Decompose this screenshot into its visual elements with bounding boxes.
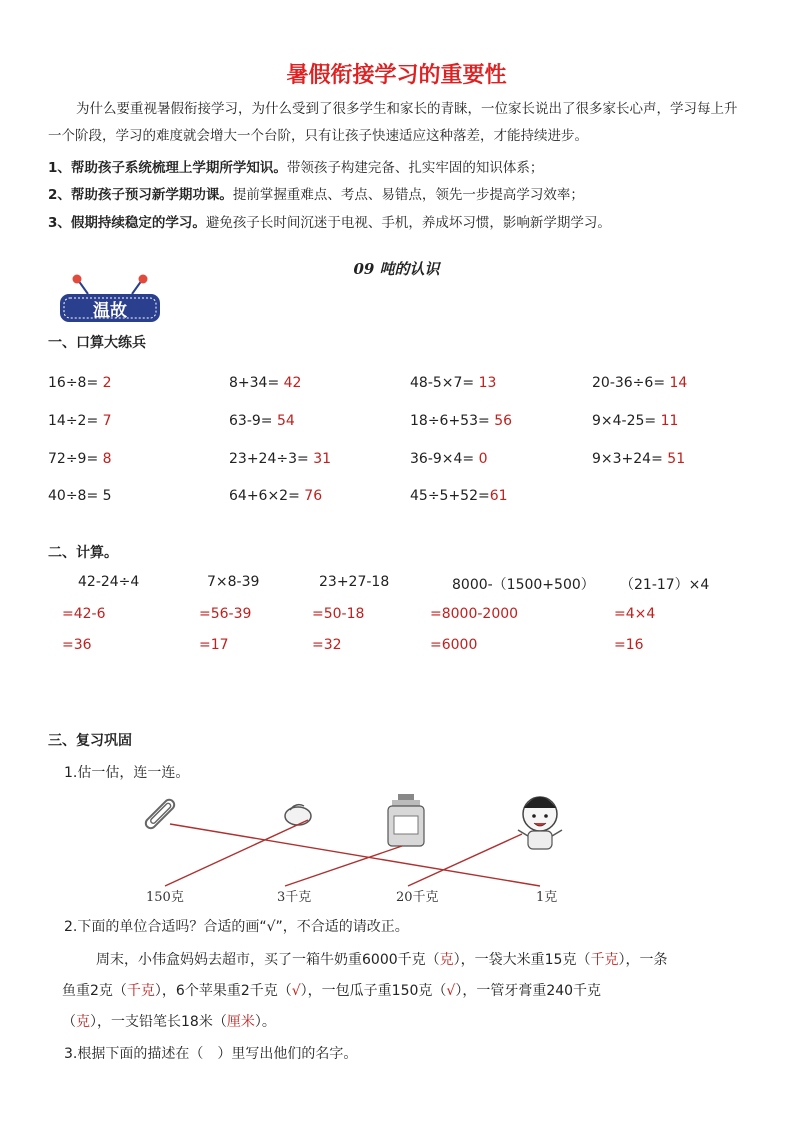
paperclip-icon (144, 798, 177, 831)
calc-result: =6000 (430, 637, 478, 653)
question-2: 2.下面的单位合适吗？合适的画“√”，不合适的请改正。 (64, 919, 409, 935)
bottle-icon (388, 794, 424, 846)
calc-step: =42-6 (62, 606, 106, 622)
match-line (408, 834, 522, 886)
oral-item: 8+34= 42 (229, 375, 302, 391)
calc-result: =32 (312, 637, 342, 653)
calc-question: 8000-（1500+500） (452, 577, 595, 593)
weight-caption: 20千克 (396, 890, 439, 905)
calc-step: =50-18 (312, 606, 365, 622)
calc-result: =16 (614, 637, 644, 653)
badge-label: 温故 (93, 301, 127, 321)
question-3: 3.根据下面的描述在（ ）里写出他们的名字。 (64, 1046, 358, 1062)
matching-figure (140, 786, 580, 906)
weight-caption: 3千克 (277, 890, 312, 905)
weight-caption: 150克 (146, 890, 184, 905)
oral-item: 36-9×4= 0 (410, 451, 488, 467)
point-3: 3、假期持续稳定的学习。避免孩子长时间沉迷于电视、手机，养成坏习惯，影响新学期学习。 (48, 215, 611, 231)
oral-item: 40÷8= 5 (48, 488, 112, 504)
q2-line-3: （克），一支铅笔长18米（厘米）。 (62, 1014, 276, 1030)
oral-item: 23+24÷3= 31 (229, 451, 332, 467)
review-badge (58, 272, 162, 326)
calc-step: =56-39 (199, 606, 252, 622)
page-title: 暑假衔接学习的重要性 (286, 63, 507, 88)
point-1: 1、帮助孩子系统梳理上学期所学知识。带领孩子构建完备、扎实牢固的知识体系； (48, 160, 544, 176)
q2-line-2: 鱼重2克（千克），6个苹果重2千克（√），一包瓜子重150克（√），一管牙膏重240千克 (62, 983, 602, 999)
calc-result: =36 (62, 637, 92, 653)
section-2-heading: 二、计算。 (48, 545, 118, 561)
point-2: 2、帮助孩子预习新学期功课。提前掌握重难点、考点、易错点，领先一步提高学习效率； (48, 187, 584, 203)
oral-item: 18÷6+53= 56 (410, 413, 513, 429)
q2-line-1: 周末，小伟盒妈妈去超市，买了一箱牛奶重6000千克（克），一袋大米重15克（千克），一条 (96, 952, 668, 968)
oral-item: 20-36÷6= 14 (592, 375, 688, 391)
section-3-heading: 三、复习巩固 (48, 733, 132, 749)
match-line (165, 820, 308, 886)
calc-question: 7×8-39 (207, 574, 260, 590)
match-line (170, 824, 540, 886)
oral-item: 9×3+24= 51 (592, 451, 686, 467)
oral-item: 64+6×2= 76 (229, 488, 323, 504)
calc-question: 23+27-18 (319, 574, 390, 590)
chapter-title: 09 吨的认识 (353, 260, 440, 278)
oral-item: 9×4-25= 11 (592, 413, 679, 429)
oral-item: 63-9= 54 (229, 413, 295, 429)
intro-paragraph: 为什么要重视暑假衔接学习，为什么受到了很多学生和家长的青睐，一位家长说出了很多家长心声，学习每上升一个阶段，学习的难度就会增大一个台阶，只有让孩子快速适应这种落差，才能持续进步。 (48, 101, 738, 144)
calc-question: （21-17）×4 (620, 577, 710, 593)
question-1: 1.估一估，连一连。 (64, 765, 190, 781)
oral-item: 14÷2= 7 (48, 413, 112, 429)
calc-step: =8000-2000 (430, 606, 519, 622)
egg-icon (285, 805, 311, 825)
oral-item: 16÷8= 2 (48, 375, 112, 391)
oral-item: 72÷9= 8 (48, 451, 112, 467)
calc-step: =4×4 (614, 606, 656, 622)
section-1-heading: 一、口算大练兵 (48, 335, 146, 351)
oral-item: 48-5×7= 13 (410, 375, 497, 391)
weight-caption: 1克 (536, 890, 558, 905)
child-icon (518, 797, 562, 849)
calc-result: =17 (199, 637, 229, 653)
oral-item: 45÷5+52=61 (410, 488, 508, 504)
match-line (285, 846, 402, 886)
calc-question: 42-24÷4 (78, 574, 140, 590)
